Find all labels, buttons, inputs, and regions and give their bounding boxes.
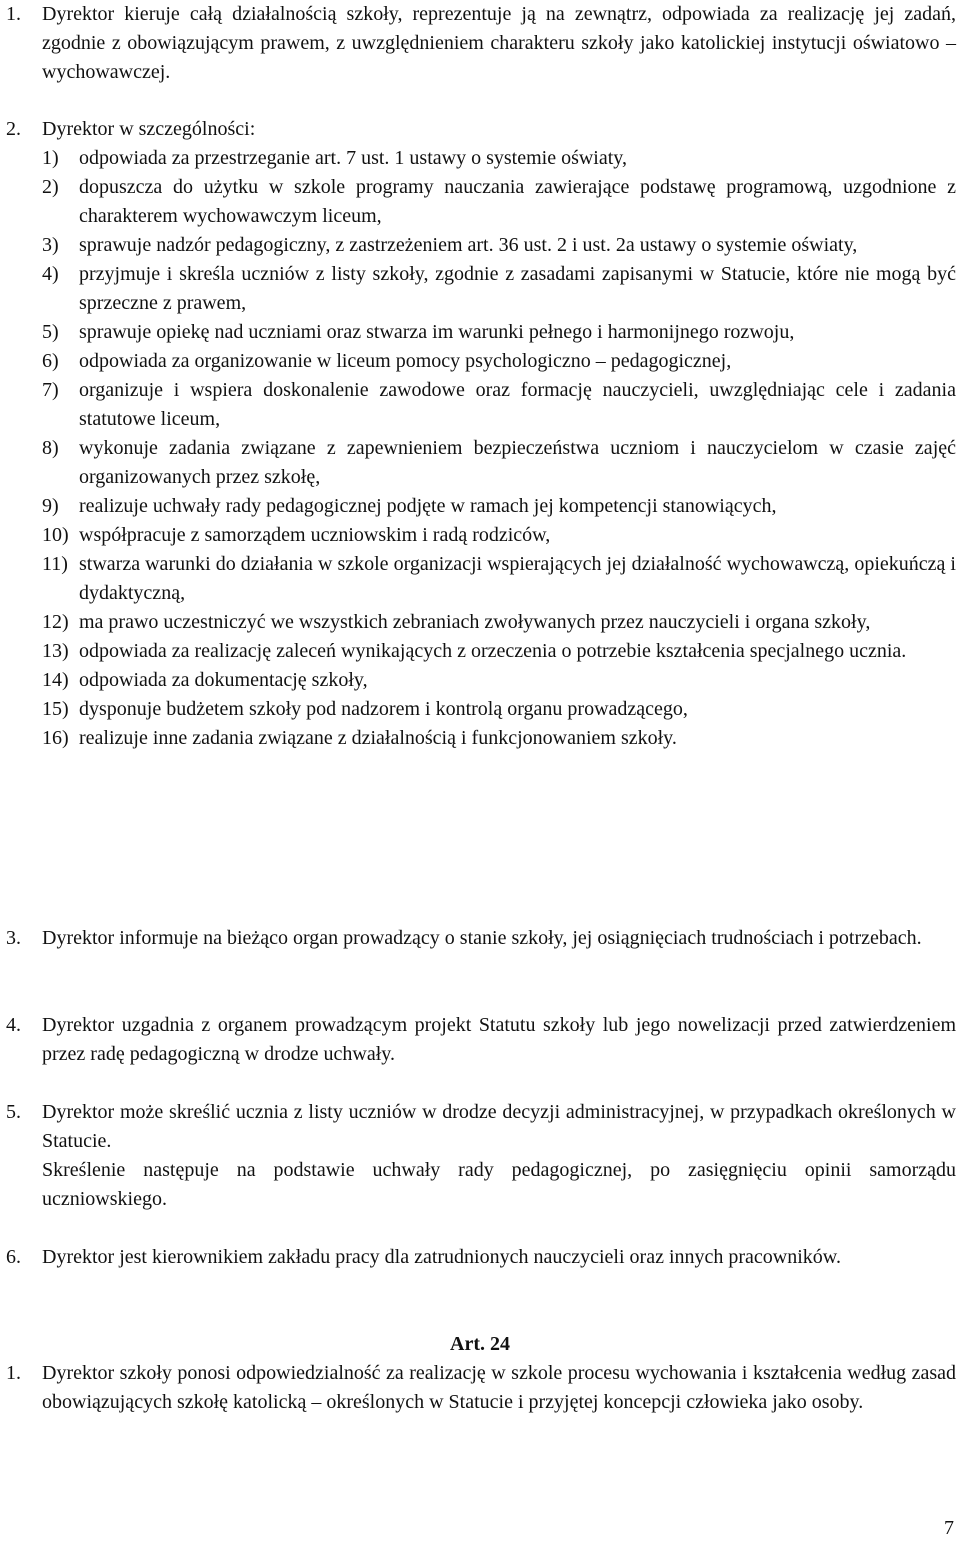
paragraph-number: 3.: [6, 927, 21, 949]
list-item: [42, 376, 956, 434]
list-item: [42, 492, 956, 521]
list-item-text: współpracuje z samorządem uczniowskim i radą rodziców,: [79, 524, 551, 546]
paragraph-number: 5.: [6, 1101, 21, 1123]
paragraph-6: [0, 1243, 956, 1272]
list-item-number: 11): [42, 553, 68, 575]
list-item-text: odpowiada za realizację zaleceń wynikających z orzeczenia o potrzebie kształcenia specjalnego ucznia.: [79, 640, 907, 662]
list-item-text: sprawuje opiekę nad uczniami oraz stwarza im warunki pełnego i harmonijnego rozwoju,: [79, 321, 795, 343]
list-item-number: 8): [42, 437, 59, 459]
paragraph-2: [0, 115, 956, 753]
list-item: [42, 347, 956, 376]
list-item: [42, 260, 956, 318]
list-item: [42, 173, 956, 231]
paragraph-4: [0, 1011, 956, 1069]
paragraph-text: Dyrektor szkoły ponosi odpowiedzialność za realizację w szkole procesu wychowania i kształcenia według zasad obowiązujących szkołę katolicką – określonych w Statucie i przyjętej koncepcji człowieka jako osoby.: [42, 1362, 956, 1413]
list-item-text: realizuje uchwały rady pedagogicznej podjęte w ramach jej kompetencji stanowiących,: [79, 495, 777, 517]
list-item-text: odpowiada za przestrzeganie art. 7 ust. 1 ustawy o systemie oświaty,: [79, 147, 627, 169]
paragraph-text: Dyrektor kieruje całą działalnością szkoły, reprezentuje ją na zewnątrz, odpowiada za realizację jej zadań, zgodnie z obowiązującym prawem, z uwzględnieniem charakteru szkoły jako katolickiej instytucji oświatowo – wychowawczej.: [42, 3, 956, 83]
list-item: [42, 608, 956, 637]
list-item-text: odpowiada za organizowanie w liceum pomocy psychologiczno – pedagogicznej,: [79, 350, 732, 372]
paragraph-text: Dyrektor informuje na bieżąco organ prowadzący o stanie szkoły, jej osiągnięciach trudnościach i potrzebach.: [42, 927, 922, 949]
list-item: [42, 434, 956, 492]
paragraph-1: [0, 0, 956, 87]
list-item-text: realizuje inne zadania związane z działalnością i funkcjonowaniem szkoły.: [79, 727, 677, 749]
list-item-text: odpowiada za dokumentację szkoły,: [79, 669, 368, 691]
paragraph-number: 6.: [6, 1246, 21, 1268]
list-item-number: 12): [42, 611, 69, 633]
list-item: [42, 231, 956, 260]
list-item-text: organizuje i wspiera doskonalenie zawodowe oraz formację nauczycieli, uwzględniając cele i zadania statutowe liceum,: [79, 379, 956, 430]
list-item: [42, 637, 956, 666]
duties-list: [42, 144, 956, 753]
paragraph-intro: Dyrektor w szczególności:: [42, 118, 256, 140]
list-item-text: wykonuje zadania związane z zapewnieniem bezpieczeństwa uczniom i nauczycielom w czasie zajęć organizowanych przez szkołę,: [79, 437, 956, 488]
paragraph-text: Dyrektor może skreślić ucznia z listy uczniów w drodze decyzji administracyjnej, w przypadkach określonych w Statucie.: [42, 1101, 956, 1152]
list-item: [42, 695, 956, 724]
article-heading: Art. 24: [450, 1333, 510, 1355]
list-item-number: 2): [42, 176, 59, 198]
list-item-text: stwarza warunki do działania w szkole organizacji wspierających jej działalność wychowawczą, opiekuńczą i dydaktyczną,: [79, 553, 956, 604]
paragraph-number: 1.: [6, 1362, 21, 1384]
list-item-text: dopuszcza do użytku w szkole programy nauczania zawierające podstawę programową, uzgodnione z charakterem wychowawczym liceum,: [79, 176, 956, 227]
paragraph-text-continued: Skreślenie następuje na podstawie uchwały rady pedagogicznej, po zasięgnięciu opinii samorządu uczniowskiego.: [42, 1159, 956, 1210]
list-item-text: dysponuje budżetem szkoły pod nadzorem i kontrolą organu prowadzącego,: [79, 698, 688, 720]
list-item: [42, 144, 956, 173]
list-item-text: sprawuje nadzór pedagogiczny, z zastrzeżeniem art. 36 ust. 2 i ust. 2a ustawy o systemie oświaty,: [79, 234, 858, 256]
list-item-number: 15): [42, 698, 69, 720]
list-item-text: ma prawo uczestniczyć we wszystkich zebraniach zwoływanych przez nauczycieli i organa szkoły,: [79, 611, 871, 633]
list-item-number: 5): [42, 321, 59, 343]
paragraph-number: 1.: [6, 3, 21, 25]
list-item-number: 10): [42, 524, 69, 546]
paragraph-number: 2.: [6, 118, 21, 140]
paragraph-number: 4.: [6, 1014, 21, 1036]
paragraph-2-body: [42, 115, 956, 753]
list-item: [42, 724, 956, 753]
list-item-number: 4): [42, 263, 59, 285]
list-item: [42, 550, 956, 608]
paragraph-text: Dyrektor uzgadnia z organem prowadzącym projekt Statutu szkoły lub jego nowelizacji przed zatwierdzeniem przez radę pedagogiczną w drodze uchwały.: [42, 1014, 956, 1065]
list-item: [42, 318, 956, 347]
list-item-number: 1): [42, 147, 59, 169]
list-item-number: 16): [42, 727, 69, 749]
paragraph-3: [0, 924, 956, 953]
page-number: 7: [944, 1517, 954, 1539]
list-item-number: 14): [42, 669, 69, 691]
list-item-number: 7): [42, 379, 59, 401]
article-paragraph-1: [0, 1359, 956, 1417]
paragraph-5: [0, 1098, 956, 1214]
list-item-number: 6): [42, 350, 59, 372]
list-item-number: 13): [42, 640, 69, 662]
list-item: [42, 521, 956, 550]
list-item-text: przyjmuje i skreśla uczniów z listy szkoły, zgodnie z zasadami zapisanymi w Statucie, które nie mogą być sprzeczne z prawem,: [79, 263, 956, 314]
list-item-number: 3): [42, 234, 59, 256]
list-item: [42, 666, 956, 695]
list-item-number: 9): [42, 495, 59, 517]
paragraph-5-body: [42, 1098, 956, 1214]
paragraph-text: Dyrektor jest kierownikiem zakładu pracy dla zatrudnionych nauczycieli oraz innych pracowników.: [42, 1246, 841, 1268]
